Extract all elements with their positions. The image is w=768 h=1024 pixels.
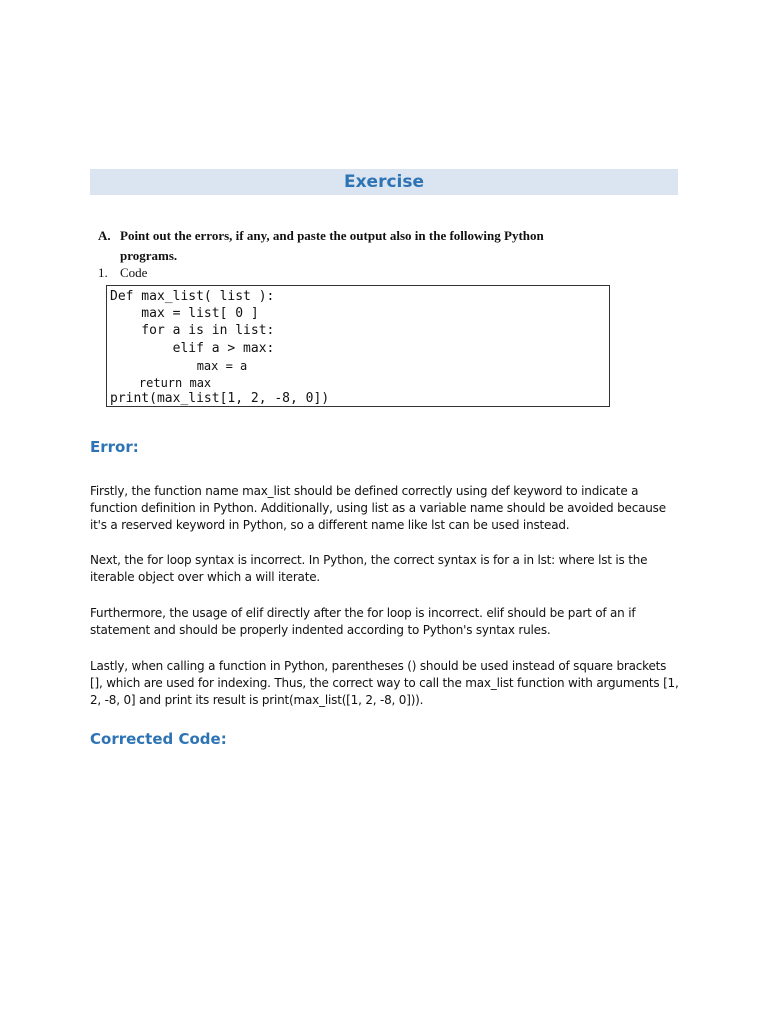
question-text-line2: programs. [120,248,178,263]
code-line: for a is in list: [110,323,275,338]
paragraph-1: Firstly, the function name max_list should be defined correctly using def keyword to indicate a function definition in Python. Additionally, using list as a variable name should be avoided because it's a reserved keyword in Python, so a different name like lst can be used instead. [90,484,666,532]
paragraph-3: Furthermore, the usage of elif directly after the for loop is incorrect. elif should be part of an if statement and should be properly indented according to Python's syntax rules. [90,606,636,637]
code-block [106,285,610,407]
sub-item-code [98,264,147,282]
question-letter: A. [98,228,111,243]
code-line: return max [110,376,212,390]
error-heading: Error: [90,438,139,456]
code-line: elif a > max: [110,341,275,356]
sub-item-number: 1. [98,265,108,280]
code-line: print(max_list[1, 2, -8, 0]) [110,391,330,406]
corrected-code-heading: Corrected Code: [90,730,227,748]
exercise-title: Exercise [343,172,425,192]
code-line: Def max_list( list ): [110,289,275,304]
paragraph-4: Lastly, when calling a function in Python, parentheses () should be used instead of square brackets [], which are used for indexing. Thus, the correct way to call the max_list function with arguments [1, 2, -8, 0] and print its result is print(max_list([1, 2, -8, 0])). [90,659,679,707]
exercise-banner [90,169,678,195]
paragraph-2: Next, the for loop syntax is incorrect. In Python, the correct syntax is for a in lst: where lst is the iterable object over which a will iterate. [90,553,648,584]
question-text-line1: Point out the errors, if any, and paste the output also in the following Python [120,228,544,243]
sub-item-label: Code [120,265,148,280]
code-line: max = list[ 0 ] [110,306,259,321]
code-line: max = a [110,359,248,373]
question-a [98,226,658,266]
